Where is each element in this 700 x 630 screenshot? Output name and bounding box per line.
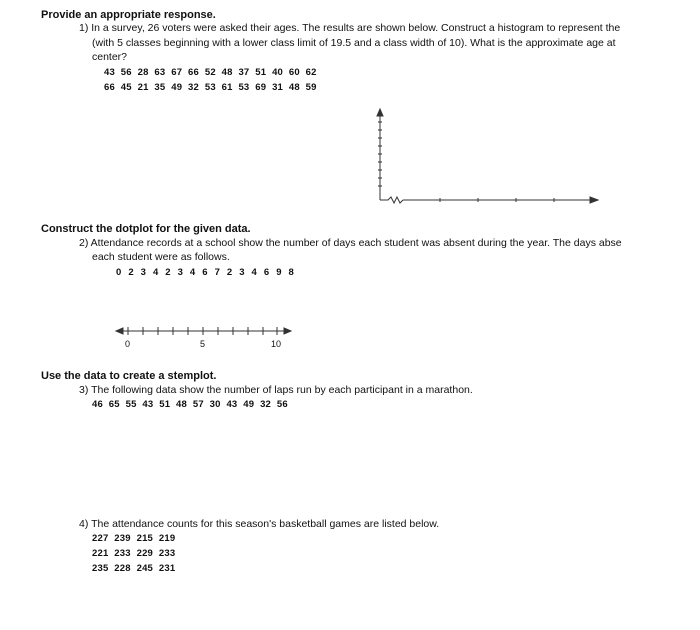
dotplot-ticks <box>128 327 277 335</box>
age-data-row-2: 66 45 21 35 49 32 53 61 53 69 31 48 59 <box>104 82 317 93</box>
dotplot-label-5: 5 <box>200 339 206 349</box>
histogram-x-ticks <box>440 198 554 202</box>
age-data-row-1: 43 56 28 63 67 66 52 48 37 51 40 60 62 <box>104 67 317 78</box>
x-axis-arrow-icon <box>590 197 598 203</box>
question-1-line-2: (with 5 classes beginning with a lower class limit of 19.5 and a class width of 10). What is the approximate age at <box>92 37 616 49</box>
question-1-line-1: 1) In a survey, 26 voters were asked their ages. The results are shown below. Construct a histogram to represent the <box>79 22 621 34</box>
section-header-dotplot: Construct the dotplot for the given data. <box>41 223 251 235</box>
axis-break-squiggle <box>380 197 403 203</box>
question-2-line-1: 2) Attendance records at a school show the number of days each student was absent during the year. The days abse <box>79 237 622 249</box>
attendance-row-3: 235 228 245 231 <box>92 563 176 574</box>
question-3-text: 3) The following data show the number of laps run by each participant in a marathon. <box>79 384 473 396</box>
question-2-line-2: each student were as follows. <box>92 251 230 263</box>
right-arrow-icon <box>284 328 291 334</box>
y-axis-arrow-icon <box>377 109 383 116</box>
dotplot-label-10: 10 <box>271 339 282 349</box>
question-4-text: 4) The attendance counts for this season's basketball games are listed below. <box>79 518 440 530</box>
left-arrow-icon <box>116 328 123 334</box>
histogram-y-ticks <box>378 122 382 186</box>
question-1-line-3: center? <box>92 51 128 63</box>
attendance-row-2: 221 233 229 233 <box>92 548 176 559</box>
section-header-stemplot: Use the data to create a stemplot. <box>41 370 217 382</box>
section-header-response: Provide an appropriate response. <box>41 9 216 21</box>
absence-data-row: 0 2 3 4 2 3 4 6 7 2 3 4 6 9 8 <box>116 267 295 278</box>
dotplot-label-0: 0 <box>125 339 131 349</box>
attendance-row-1: 227 239 215 219 <box>92 533 176 544</box>
laps-data-row: 46 65 55 43 51 48 57 30 43 49 32 56 <box>92 399 288 410</box>
